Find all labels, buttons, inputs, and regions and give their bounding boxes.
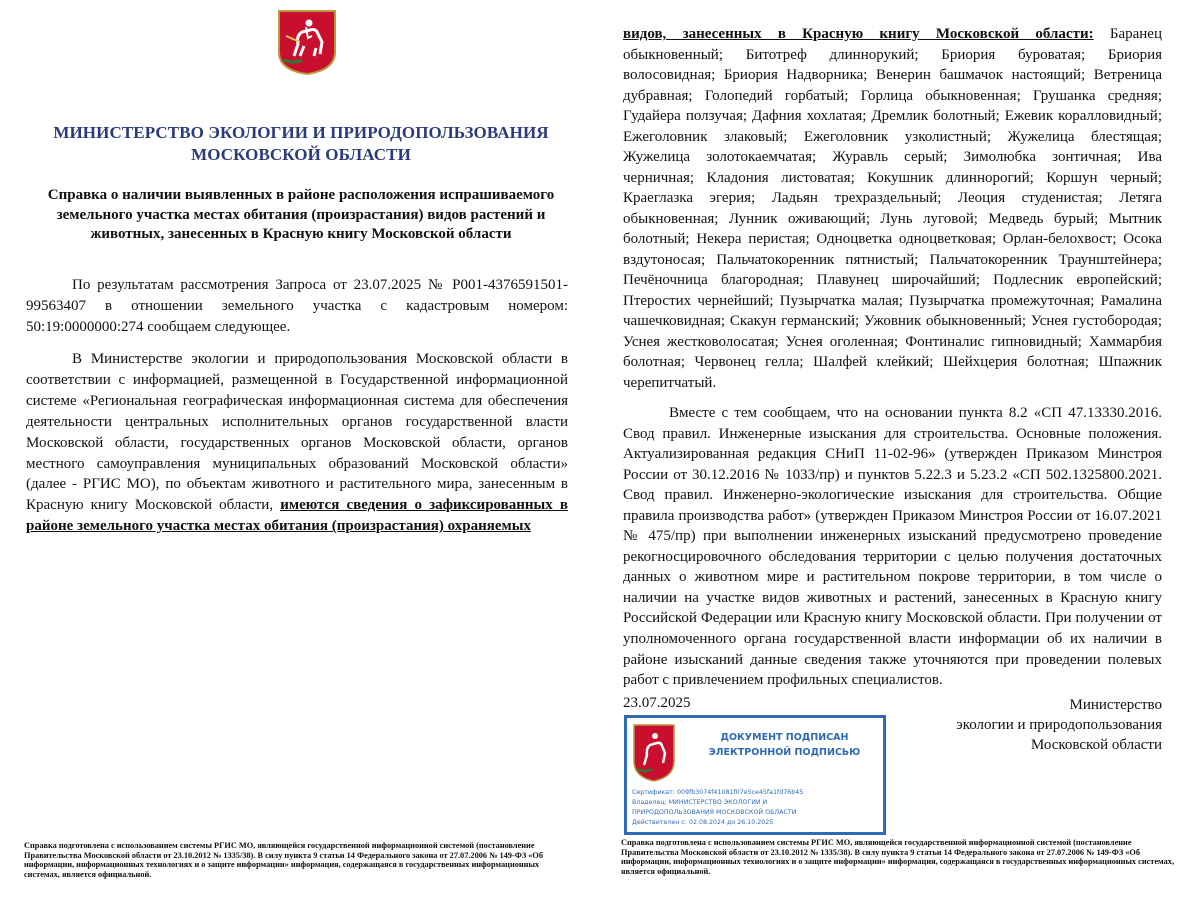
stamp-validity: Действителен с: 02.08.2024 до 26.10.2025 (632, 819, 774, 826)
document-page-right (612, 0, 1175, 903)
paragraph-findings (26, 349, 568, 537)
signatory-line: Министерство (1069, 697, 1162, 713)
paragraph-survey-requirements: Вместе с тем сообщаем, что на основании пункта 8.2 «СП 47.13330.2016. Свод правил. Инженерные изыскания для строительства. Основные положения. Актуализированная редакция СНиП 11-02-96» (утвержден Приказом Минстроя России от 30.12.2016 № 1033/пр) и пунктов 5.22.3 и 5.23.2 «СП 502.1325800.2021. Свод правил. Инженерно-экологические изыскания для строительства. Общие правила производства работ» (утвержден Приказом Минстроя России от 16.07.2021 № 475/пр) при выполнении инженерных изысканий предусмотрено проведение рекогносцировочного обследования территории с целью получения достаточных данных о животном мире и растительном покрове территории, в том числе о наличии на участке видов животных и растений, занесенных в Красную книгу Российской Федерации или Красную книгу Московской области. При получении от уполномоченного органа государственной власти информации об их наличии в районе изысканий данные сведения также уточняются при проведении полевых работ с привлечением профильных специалистов. (623, 405, 1162, 689)
stamp-coat-of-arms-icon (632, 723, 676, 783)
stamp-owner: ПРИРОДОПОЛЬЗОВАНИЯ МОСКОВСКОЙ ОБЛАСТИ (632, 809, 797, 816)
footnote-right: Справка подготовлена с использованием системы РГИС МО, являющейся государственной информационной системой (постановление Правительства Московской области от 23.10.2012 № 1335/38). В силу пункта 9 статьи 14 Федерального закона от 27.07.2006 № 149-ФЗ «Об информации, информационных технологиях и о защите информации» информация, содержащаяся в государственных информационных системах, является официальной. (621, 838, 1175, 876)
stamp-certificate: Сертификат: 009fb3074f41081f07e5ce45fa1fd76b45 (632, 789, 804, 796)
stamp-title (687, 730, 882, 760)
coat-of-arms-icon (276, 8, 338, 76)
footnote-left: Справка подготовлена с использованием системы РГИС МО, являющейся государственной информационной системой (постановление Правительства Московской области от 23.10.2012 № 1335/38). В силу пункта 9 статьи 14 Федерального закона от 27.07.2006 № 149-ФЗ «Об информации, информационных технологиях и о защите информации» информация, содержащаяся в государственных информационных системах, является официальной. (24, 841, 544, 879)
electronic-signature-stamp (624, 715, 886, 835)
species-paragraph (623, 24, 1162, 393)
signatory-block (912, 695, 1162, 755)
signature-date: 23.07.2025 (623, 695, 691, 711)
document-subject: Справка о наличии выявленных в районе расположения испрашиваемого земельного участка местах обитания (произрастания) видов растений и животных, занесенных в Красную книгу Московской области (47, 187, 555, 242)
findings-text: В Министерстве экологии и природопользования Московской области в соответствии с информацией, размещенной в Государственной информационной системе «Региональная географическая информационная система для обеспечения деятельности центральных исполнительных органов государственной власти Московской области, государственных органов Московской области, органов местного самоуправления муниципальных образований Московской области» (далее - РГИС МО), по объектам животного и растительного мира, занесенным в Красную книгу Московской области, (26, 351, 568, 514)
species-heading: видов, занесенных в Красную книгу Московской области: (623, 26, 1094, 42)
signatory-line: Московской области (1030, 737, 1162, 753)
ministry-title: МИНИСТЕРСТВО ЭКОЛОГИИ И ПРИРОДОПОЛЬЗОВАНИЯ МОСКОВСКОЙ ОБЛАСТИ (53, 123, 549, 164)
findings-emphasis: имеются сведения о зафиксированных в районе земельного участка местах обитания (произрастания) охраняемых (26, 497, 568, 535)
species-list: Баранец обыкновенный; Битотреф длиннорукий; Бриория буроватая; Бриория волосовидная; Бриория Надворника; Венерин башмачок настоящий; Ветреница дубравная; Голопедий горбатый; Горлица обыкновенная; Грушанка средняя; Гудайера ползучая; Дафния хохлатая; Дремлик болотный; Ежевик коралловидный; Ежеголовник злаковый; Ежеголовник узколистный; Жужелица блестящая; Жужелица золотокаемчатая; Журавль серый; Зимолюбка зонтичная; Ива черничная; Кладония листоватая; Кокушник длиннорогий; Коршун черный; Краеглазка эгерия; Ладьян трехраздельный; Леоция студенистая; Летяга обыкновенная; Лунник оживающий; Лунь луговой; Медведь бурый; Мытник болотный; Некера перистая; Одноцветка одноцветковая; Орлан-белохвост; Осока вздутоносая; Пальчатокоренник пятнистый; Пальчатокоренник Траунштейнера; Печёночница благородная; Плавунец широчайший; Подлесник европейский; Птеростих чернейший; Пузырчатка малая; Пузырчатка промежуточная; Рамалина чашечковидная; Скакун германский; Ужовник обыкновенный; Уснея густобородая; Уснея жестковолосатая; Уснея оголенная; Фонтиналис гипновидный; Хаммарбия болотная; Червонец гелла; Шалфей клейкий; Шейхцерия болотная; Шпажник черепитчатый. (623, 26, 1162, 391)
stamp-title-line: ДОКУМЕНТ ПОДПИСАН (720, 732, 849, 743)
stamp-title-line: ЭЛЕКТРОННОЙ ПОДПИСЬЮ (708, 747, 861, 758)
stamp-details (632, 788, 882, 828)
signatory-line: экологии и природопользования (956, 717, 1162, 733)
document-page-left (12, 0, 572, 903)
stamp-owner: Владелец: МИНИСТЕРСТВО ЭКОЛОГИИ И (632, 799, 768, 806)
paragraph-request: По результатам рассмотрения Запроса от 23.07.2025 № Р001-4376591501-99563407 в отношении земельного участка с кадастровым номером: 50:19:0000000:274 сообщаем следующее. (26, 277, 568, 335)
